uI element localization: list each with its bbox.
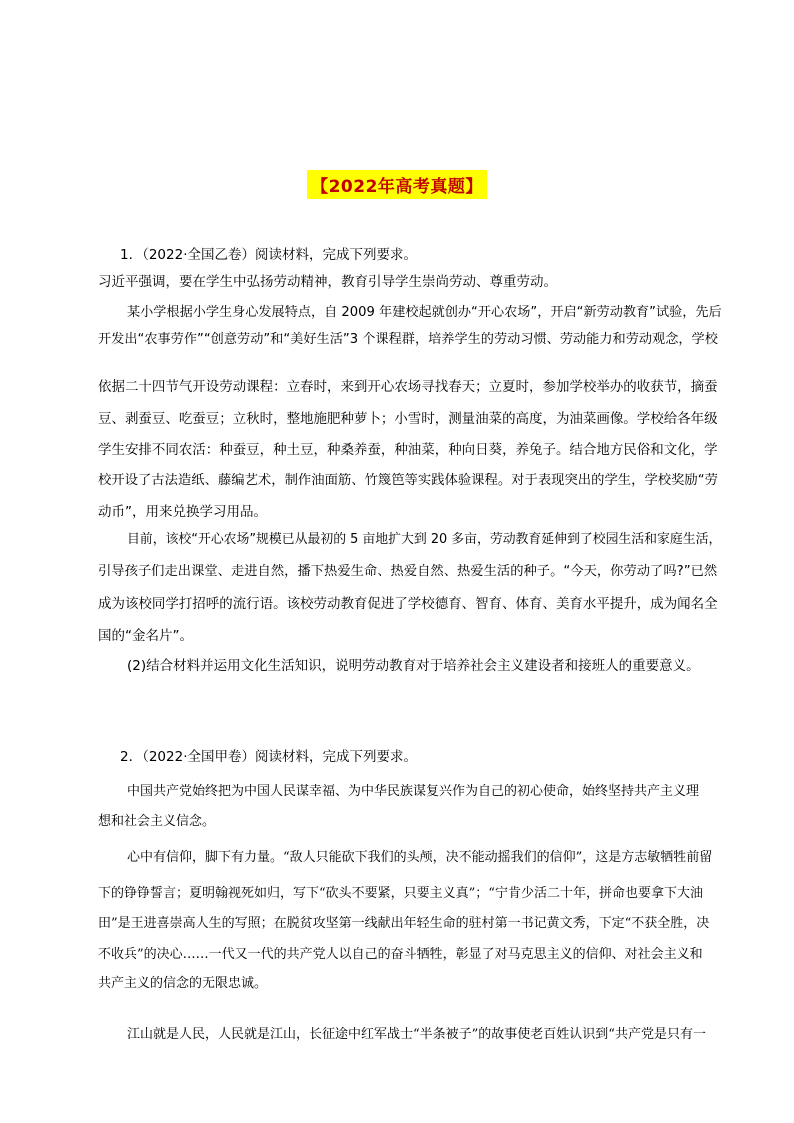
- q2-paragraph-line: 想和社会主义信念。: [98, 814, 216, 829]
- q1-title: 1．（2022·全国乙卷）阅读材料，完成下列要求。: [120, 247, 417, 263]
- q1-paragraph-line: 开发出“农事劳作”“创意劳动”和“美好生活”3 个课程群，培养学生的劳动习惯、劳动能力和劳动观念，学校: [98, 332, 718, 347]
- q2-paragraph-line: 下的铮铮誓言；夏明翰视死如归，写下“砍头不要紧，只要主义真”；“宁肯少活二十年，拼命也要拿下大油: [98, 886, 703, 901]
- q1-paragraph-line: 习近平强调，要在学生中弘扬劳动精神，教育引导学生崇尚劳动、尊重劳动。: [98, 274, 557, 290]
- q1-paragraph-line: 校开设了古法造纸、藤编艺术，制作油面筋、竹篾笆等实践体验课程。对于表现突出的学生，学校奖励“劳: [98, 473, 718, 488]
- q2-paragraph-line: 中国共产党始终把为中国人民谋幸福、为中华民族谋复兴作为自己的初心使命，始终坚持共产主义理: [127, 784, 700, 799]
- q1-paragraph-line: 豆、剥蚕豆、吃蚕豆；立秋时，整地施肥种萝卜；小雪时，测量油菜的高度，为油菜画像。学校给各年级: [98, 411, 718, 427]
- q1-subquestion: (2)结合材料并运用文化生活知识，说明劳动教育对于培养社会主义建设者和接班人的重要意义。: [127, 658, 700, 674]
- q1-paragraph-line: 依据二十四节气开设劳动课程：立春时，来到开心农场寻找春天；立夏时，参加学校举办的收获节，摘蚕: [98, 379, 718, 395]
- section-heading: 【2022年高考真题】: [307, 170, 487, 199]
- q1-paragraph-line: 动币”，用来兑换学习用品。: [98, 504, 267, 520]
- heading-wrap: [0, 170, 794, 199]
- q2-paragraph-line: 江山就是人民，人民就是江山，长征途中红军战士“半条被子”的故事使老百姓认识到“共产党是只有一: [127, 1027, 706, 1042]
- q2-paragraph-line: 田”是王进喜崇高人生的写照；在脱贫攻坚第一线献出年轻生命的驻村第一书记黄文秀，下定“不获全胜，决: [98, 916, 710, 931]
- q2-paragraph-line: 共产主义的信念的无限忠诚。: [98, 976, 268, 991]
- q1-paragraph-line: 成为该校同学打招呼的流行语。该校劳动教育促进了学校德育、智育、体育、美育水平提升，成为闻名全: [98, 596, 718, 612]
- q2-title: 2．（2022·全国甲卷）阅读材料，完成下列要求。: [120, 749, 417, 765]
- q1-paragraph-line: 国的“金名片”。: [98, 628, 193, 644]
- q1-paragraph-line: 某小学根据小学生身心发展特点，自 2009 年建校起就创办“开心农场”，开启“新劳动教育”试验，先后: [127, 305, 722, 320]
- q2-paragraph-line: 不收兵”的决心……一代又一代的共产党人以自己的奋斗牺牲，彰显了对马克思主义的信仰、对社会主义和: [98, 947, 703, 962]
- q1-paragraph-line: 引导孩子们走出课堂、走进自然，播下热爱生命、热爱自然、热爱生活的种子。“今天，你劳动了吗?”已然: [98, 564, 718, 579]
- q1-paragraph-line: 目前，该校“开心农场”规模已从最初的 5 亩地扩大到 20 多亩，劳动教育延伸到了校园生活和家庭生活，: [127, 532, 722, 547]
- q2-paragraph-line: 心中有信仰，脚下有力量。“敌人只能砍下我们的头颅，决不能动摇我们的信仰”，这是方志敏牺牲前留: [127, 850, 713, 865]
- q1-paragraph-line: 学生安排不同农活：种蚕豆，种土豆，种桑养蚕，种油菜，种向日葵，养兔子。结合地方民俗和文化，学: [98, 442, 718, 458]
